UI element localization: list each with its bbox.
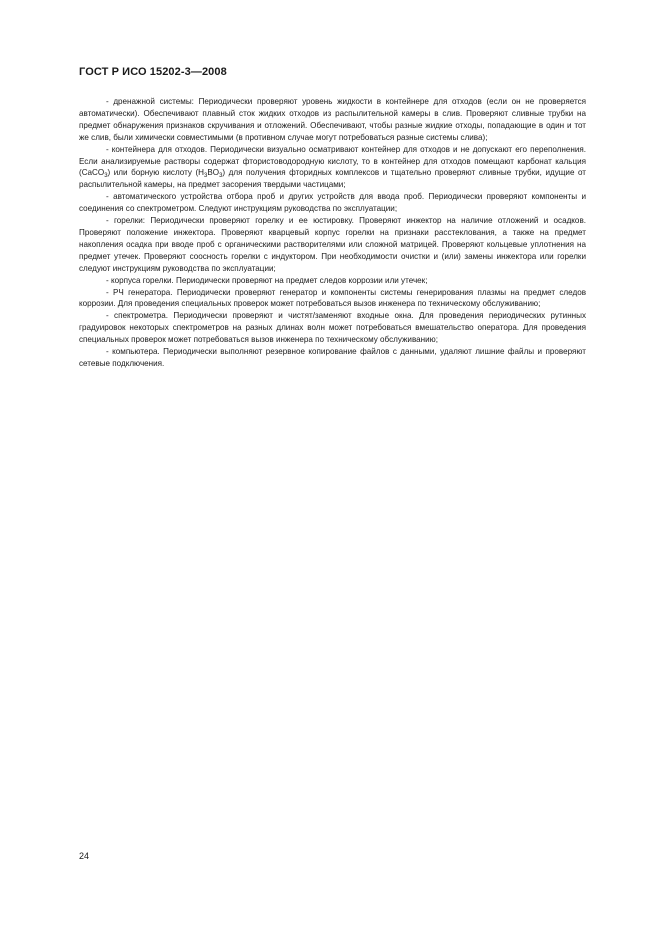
text-segment: ) для получения фторидных комплексов и тщательно проверяют сливные трубки, идущие от распылительной камеры, на предмет засорения твердыми частицами; — [79, 168, 587, 190]
text-segment: - контейнера для отходов. Периодически визуально осматривают контейнер для отходов и не допускают его переполнения. Если анализируемые растворы содержат фтористоводородную кислоту, то в контейнер для отходов помещают карбонат кальция (CaCO — [79, 144, 586, 178]
paragraph-drain-system: - дренажной системы: Периодически проверяют уровень жидкости в контейнере для отходов (если он не проверяется автоматически). Обеспечивают плавный сток жидких отходов из распылительной камеры в слив. Проверяют сливные трубки на предмет обнаружения признаков скручивания и отложений. Обеспечивают, чтобы разные жидкие отходы, попадающие в один и тот же слив, были химически совместимыми (в противном случае могут потребоваться разные системы слива); — [79, 97, 586, 142]
document-body — [79, 96, 586, 370]
document-header: ГОСТ Р ИСО 15202-3—2008 — [79, 66, 227, 78]
paragraph-torch: - горелки: Периодически проверяют горелку и ее юстировку. Проверяют инжектор на наличие отложений и осадков. Проверяют положение инжектора. Проверяют кварцевый корпус горелки на признаки расстеклования, а также на предмет накопления осадка при вводе проб с органическими растворителями или сложной матрицей. Проверяют кольцевые уплотнения на предмет утечек. Проверяют соосность горелки с индуктором. При необходимости очистки и (или) замены инжектора или горелки следуют инструкциям руководства по эксплуатации; — [79, 216, 586, 273]
subscript: 3 — [104, 173, 108, 180]
page-number: 24 — [79, 851, 90, 861]
paragraph-waste-container — [79, 144, 586, 192]
paragraph-computer: - компьютера. Периодически выполняют резервное копирование файлов с данными, удаляют лишние файлы и проверяют сетевые подключения. — [79, 347, 586, 368]
subscript: 3 — [204, 173, 208, 180]
paragraph-autosampler: - автоматического устройства отбора проб и других устройств для ввода проб. Периодически проверяют компоненты и соединения со спектрометром. Следуют инструкциям руководства по эксплуатации; — [79, 192, 586, 214]
paragraph-torch-housing: - корпуса горелки. Периодически проверяют на предмет следов коррозии или утечек; — [106, 275, 428, 285]
subscript: 3 — [219, 173, 223, 180]
paragraph-rf-generator: - РЧ генератора. Периодически проверяют генератор и компоненты системы генерирования плазмы на предмет следов коррозии. Для проведения специальных проверок может потребоваться вызов инженера по техническому обслуживанию; — [79, 287, 586, 309]
text-segment: ) или борную кислоту (H — [107, 168, 205, 178]
paragraph-spectrometer: - спектрометра. Периодически проверяют и чистят/заменяют входные окна. Для проведения периодических рутинных градуировок некоторых спектрометров на разных длинах волн может потребоваться вмешательство оператора. Для проведения специальных проверок может потребоваться вызов инженера по техническому обслуживанию; — [79, 311, 586, 345]
text-segment: BO — [207, 168, 220, 178]
